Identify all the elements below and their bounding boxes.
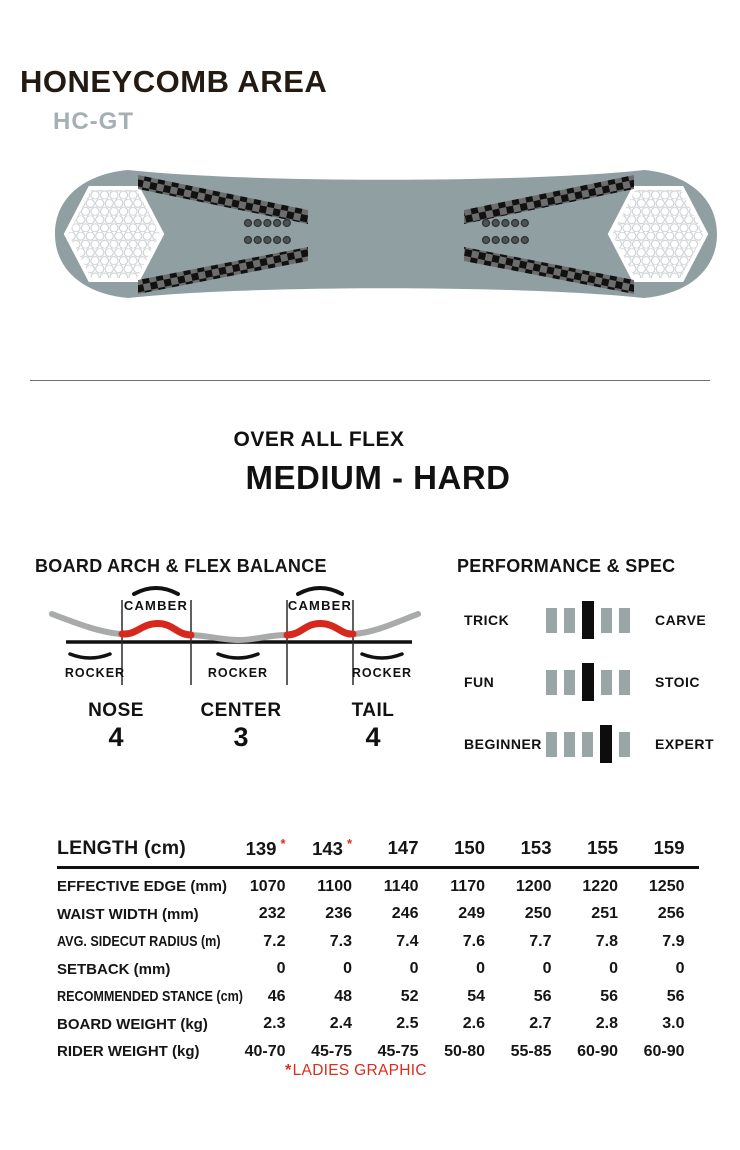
spec-row-label: RECOMMENDED STANCE (cm)	[57, 988, 243, 1006]
length-number: 150	[454, 837, 485, 858]
spec-cell: 232	[258, 905, 286, 923]
zone-name-nose: NOSE	[88, 700, 144, 721]
spec-cell: 40-70	[244, 1042, 286, 1060]
spec-row-label: BOARD WEIGHT (kg)	[57, 1015, 208, 1033]
spec-cell: 7.9	[662, 932, 685, 950]
spec-table-row	[57, 928, 699, 956]
spec-row-label: AVG. SIDECUT RADIUS (m)	[57, 933, 221, 951]
rating-bar	[601, 608, 612, 633]
spec-cell: 55-85	[510, 1042, 552, 1060]
length-number: 147	[387, 837, 419, 858]
ladies-footnote-text: LADIES GRAPHIC	[292, 1062, 427, 1079]
spec-cell: 60-90	[577, 1042, 618, 1060]
spec-cell: 46	[267, 987, 286, 1005]
spec-cell: 7.2	[263, 932, 286, 950]
spec-length-value	[499, 837, 566, 859]
spec-cell: 0	[409, 960, 419, 978]
spec-length-value	[366, 837, 433, 859]
spec-table-row	[57, 956, 699, 984]
overall-flex-value: MEDIUM - HARD	[245, 459, 511, 496]
performance-left-label: BEGINNER	[464, 736, 542, 752]
length-number: 159	[653, 837, 685, 858]
spec-cell: 0	[343, 960, 352, 978]
zone-value-tail: 4	[365, 722, 381, 752]
spec-length-value	[300, 836, 367, 860]
rating-bar	[582, 732, 593, 757]
spec-cell: 1220	[582, 877, 618, 895]
camber-arc-icon	[134, 588, 178, 594]
rating-bar	[619, 608, 630, 633]
performance-left-label: FUN	[464, 674, 495, 690]
spec-table-row	[57, 873, 699, 901]
rating-bar	[564, 670, 575, 695]
zone-name-tail: TAIL	[351, 700, 395, 721]
performance-right-label: CARVE	[655, 612, 707, 628]
spec-cell: 45-75	[377, 1042, 419, 1060]
rating-bar	[564, 608, 575, 633]
arch-section-title: BOARD ARCH & FLEX BALANCE	[35, 556, 327, 576]
spec-cell: 7.3	[329, 932, 352, 950]
spec-cell: 1250	[648, 877, 685, 895]
spec-cell: 236	[325, 905, 352, 923]
spec-length-value	[433, 837, 500, 859]
spec-table-header-row	[57, 830, 699, 866]
spec-cell: 2.3	[263, 1015, 286, 1033]
rating-bar-active	[582, 663, 594, 701]
spec-cell: 7.7	[529, 932, 552, 950]
spec-cell: 0	[476, 960, 485, 978]
spec-cell: 2.8	[595, 1015, 618, 1033]
rating-bar-active	[582, 601, 594, 639]
spec-cell: 7.6	[462, 932, 485, 950]
length-number: 139	[245, 838, 277, 860]
camber-arc-icon	[298, 588, 342, 594]
spec-cell: 2.4	[329, 1015, 352, 1033]
spec-table-row	[57, 1011, 699, 1039]
performance-row	[0, 663, 740, 701]
spec-cell: 1200	[515, 877, 552, 895]
rating-bar	[601, 670, 612, 695]
performance-section-title: PERFORMANCE & SPEC	[457, 556, 676, 576]
rocker-label: ROCKER	[351, 666, 413, 680]
spec-cell: 60-90	[643, 1042, 685, 1060]
camber-label: CAMBER	[287, 598, 353, 613]
spec-cell: 56	[666, 987, 685, 1005]
spec-table-row	[57, 901, 699, 929]
rating-bar	[546, 670, 557, 695]
spec-cell: 50-80	[444, 1042, 485, 1060]
spec-length-value	[566, 837, 633, 859]
spec-cell: 56	[533, 987, 552, 1005]
spec-cell: 249	[458, 905, 485, 923]
spec-cell: 52	[400, 987, 419, 1005]
spec-length-value	[233, 836, 300, 860]
rating-bars	[546, 663, 637, 701]
ladies-asterisk: *	[280, 835, 286, 851]
length-number: 153	[520, 837, 552, 858]
rating-bar	[564, 732, 575, 757]
performance-right-label: EXPERT	[655, 736, 715, 752]
spec-cell: 48	[334, 987, 352, 1005]
spec-table	[57, 830, 699, 1066]
performance-left-label: TRICK	[464, 612, 510, 628]
spec-cell: 1170	[450, 877, 485, 895]
spec-row-label: RIDER WEIGHT (kg)	[57, 1043, 200, 1061]
spec-cell: 2.6	[462, 1015, 485, 1033]
spec-cell: 1070	[249, 877, 286, 895]
performance-row	[0, 601, 740, 639]
rocker-label: ROCKER	[64, 666, 126, 680]
length-number: 143	[312, 838, 343, 860]
rocker-label: ROCKER	[207, 666, 269, 680]
rating-bars	[546, 725, 637, 763]
spec-row-label: SETBACK (mm)	[57, 960, 171, 978]
spec-cell: 2.5	[396, 1015, 419, 1033]
spec-cell: 56	[600, 987, 618, 1005]
overall-flex-label: OVER ALL FLEX	[233, 428, 405, 451]
camber-label: CAMBER	[123, 598, 189, 613]
spec-cell: 7.4	[396, 932, 419, 950]
spec-cell: 3.0	[662, 1015, 685, 1033]
spec-cell: 1100	[317, 877, 352, 895]
spec-cell: 256	[657, 905, 685, 923]
board-top-view	[0, 150, 740, 325]
spec-cell: 1140	[383, 877, 419, 895]
rating-bar-active	[600, 725, 612, 763]
spec-cell: 45-75	[311, 1042, 352, 1060]
zone-name-center: CENTER	[200, 700, 282, 721]
spec-cell: 250	[524, 905, 552, 923]
rating-bar	[619, 732, 630, 757]
spec-cell: 246	[391, 905, 419, 923]
rating-bar	[546, 732, 557, 757]
ladies-footnote	[285, 1062, 427, 1080]
performance-rows	[0, 601, 740, 763]
page-title: HONEYCOMB AREA	[20, 64, 328, 99]
length-number: 155	[587, 837, 618, 858]
section-divider	[30, 380, 710, 381]
spec-row-label: EFFECTIVE EDGE (mm)	[57, 878, 228, 896]
zone-value-center: 3	[233, 722, 249, 752]
table-header-rule	[57, 866, 699, 869]
spec-table-header-label: LENGTH (cm)	[57, 836, 186, 859]
spec-cell: 2.7	[529, 1015, 552, 1033]
performance-row	[0, 725, 740, 763]
ladies-asterisk: *	[346, 835, 352, 851]
spec-cell: 0	[675, 960, 685, 978]
model-name: HC-GT	[53, 108, 134, 135]
spec-table-row	[57, 983, 699, 1011]
rating-bar	[619, 670, 630, 695]
performance-right-label: STOIC	[655, 674, 701, 690]
spec-cell: 0	[276, 960, 286, 978]
spec-row-label: WAIST WIDTH (mm)	[57, 905, 199, 923]
rating-bar	[546, 608, 557, 633]
spec-cell: 54	[467, 987, 485, 1005]
zone-value-nose: 4	[108, 722, 124, 752]
ladies-footnote-asterisk: *	[285, 1062, 292, 1079]
spec-cell: 7.8	[595, 932, 618, 950]
spec-length-value	[632, 837, 699, 859]
spec-cell: 251	[591, 905, 618, 923]
rating-bars	[546, 601, 637, 639]
spec-cell: 0	[609, 960, 618, 978]
spec-cell: 0	[542, 960, 552, 978]
